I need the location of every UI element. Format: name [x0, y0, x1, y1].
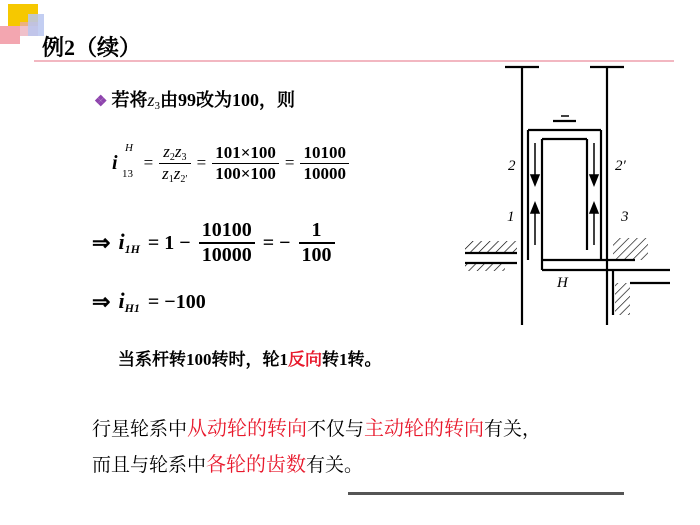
eq1-fraction-numbers: $\frac{101\times 100}{100\times 100}$ [212, 143, 279, 184]
eq2-i-symbol: i1H [118, 229, 140, 256]
eq2-fraction-1: $\frac{10100}{10000}$ [199, 219, 255, 267]
ground-hatch-right [615, 283, 630, 315]
diamond-bullet-icon: ❖ [94, 94, 108, 110]
eq1-equals-3: = [284, 153, 295, 172]
eq1-equals-2: = [196, 153, 207, 172]
label-gear-3: 3 [621, 209, 629, 225]
eq1-equals-1: = [143, 153, 154, 172]
eq1-i-symbol: i H 13 [112, 141, 133, 180]
ground-hatch-right-top [613, 238, 648, 260]
eq3-i-symbol: iH1 [118, 288, 140, 315]
conclusion-line-1: 行星轮系中从动轮的转向不仅与主动轮的转向有关， [92, 416, 542, 440]
conclusion-red-3: 各轮的齿数 [206, 452, 307, 476]
ground-hatch-left-bottom [465, 263, 505, 271]
bottom-divider [348, 492, 624, 495]
intro-line [94, 86, 295, 112]
equation-ih1 [92, 287, 206, 317]
label-carrier-H: H [557, 275, 568, 291]
slide-title: 例2（续） [42, 35, 142, 60]
equation-ratio [112, 133, 349, 193]
conclusion-red-1: 从动轮的转向 [187, 416, 308, 440]
eq3-rhs: = −100 [147, 290, 206, 313]
eq1-fraction-z: $\frac{z2z3}{z1z2'}$ [159, 142, 190, 185]
conclusion-red-2: 主动轮的转向 [364, 416, 485, 440]
eq1-fraction-result: $\frac{10100}{10000}$ [300, 143, 349, 184]
note-red-text: 反向 [288, 350, 322, 369]
implies-arrow-icon: ⇒ [92, 289, 111, 314]
gear-train-diagram [455, 55, 680, 345]
label-gear-2prime: 2′ [615, 158, 626, 174]
implies-arrow-icon: ⇒ [92, 230, 111, 255]
note-line: 当系杆转100转时，轮1反向转1转。 [118, 350, 382, 369]
intro-z-symbol: z [147, 90, 155, 110]
intro-z-subscript: 3 [154, 100, 160, 112]
label-gear-1: 1 [507, 209, 515, 225]
equation-i1h [92, 211, 335, 275]
intro-text-b: 由99改为100，则 [159, 90, 295, 110]
ground-hatch-left [465, 241, 517, 253]
eq2-fraction-2: $\frac{1}{100}$ [299, 219, 335, 267]
eq2-rhs-b: = − [262, 231, 291, 254]
intro-text-a: 若将 [111, 90, 148, 110]
label-gear-2: 2 [508, 158, 516, 174]
eq1-subscript: 13 [122, 167, 133, 180]
corner-square-pink [0, 26, 20, 44]
eq2-rhs-a: = 1 − [147, 231, 191, 254]
eq1-superscript: H [125, 141, 133, 154]
conclusion-line-2: 而且与轮系中各轮的齿数有关。 [92, 452, 364, 476]
